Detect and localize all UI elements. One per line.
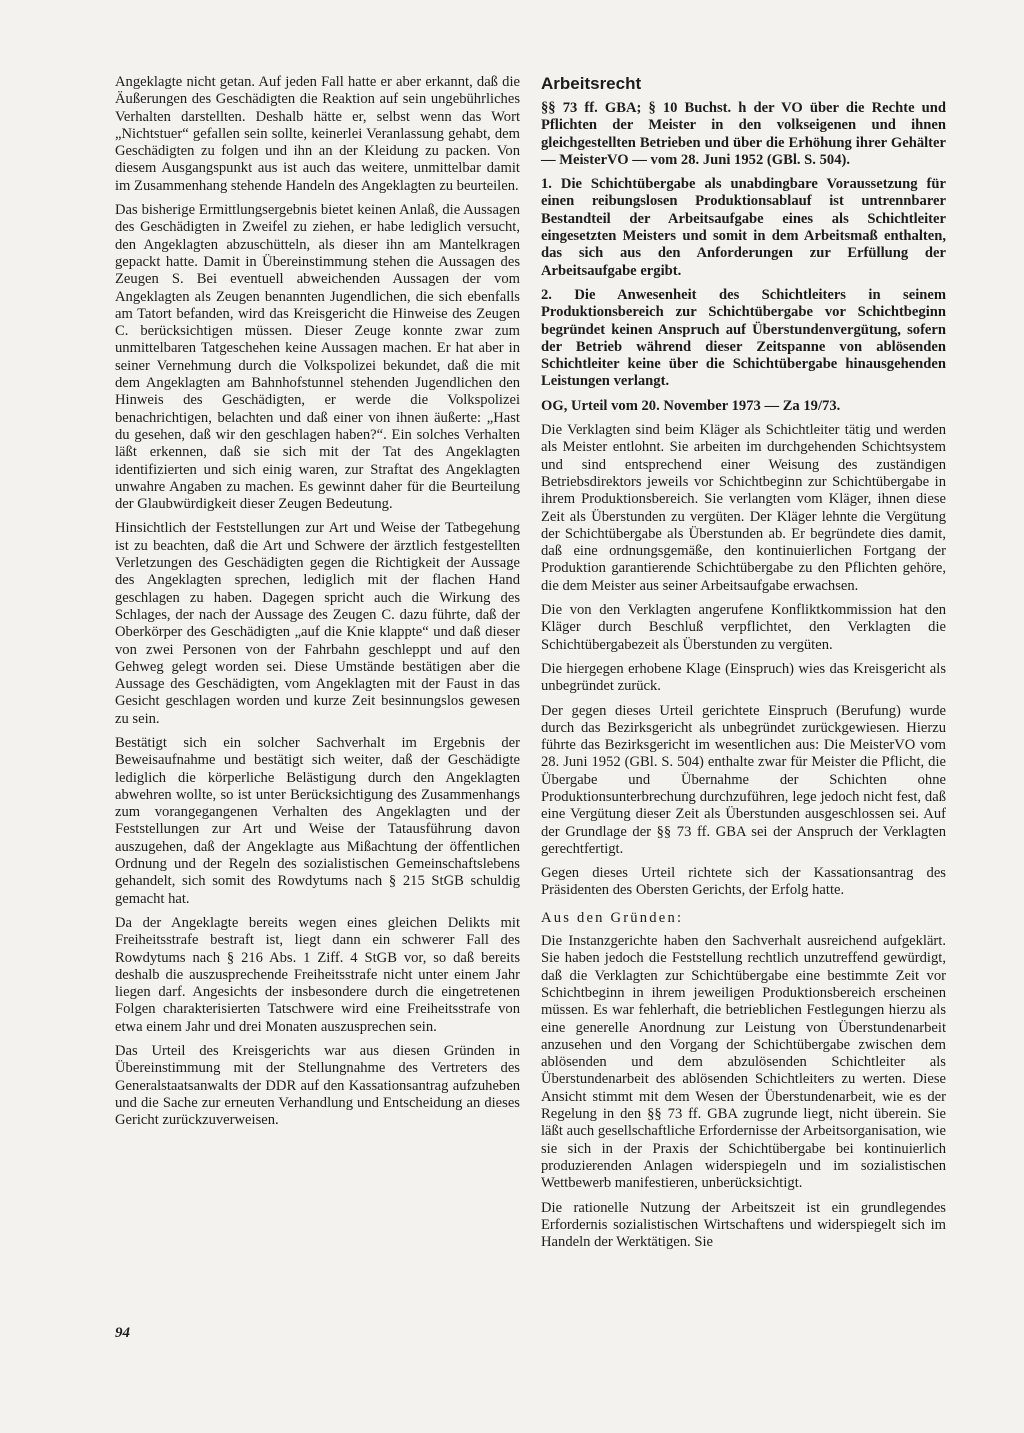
paragraph: Hinsichtlich der Feststellungen zur Art und Weise der Tatbegehung ist zu beachten, daß die Art und Schwere der ärztlich festgestellten Verletzungen des Geschädigten gegen die Richtigkeit der Aussage des Angeklagten sprechen, lediglich mit der flachen Hand geschlagen zu haben. Dagegen spricht auch die Wirkung des Schlages, der nach der Aussage des Zeugen C. dazu führte, daß der Oberkörper des Geschädigten „auf die Knie klappte“ und daß dieser von zwei Personen von der Fahrbahn geschleppt und auf den Gehweg gelegt worden sei. Diese Umstände bestätigen aber die Aussage des Geschädigten, vom Angeklagten mit der Faust in das Gesicht geschlagen worden und kurze Zeit besinnungslos gewesen zu sein. xyxy=(115,520,520,727)
paragraph: Bestätigt sich ein solcher Sachverhalt im Ergebnis der Beweisaufnahme und bestätigt sich weiter, daß der Geschädigte lediglich die körperliche Belästigung durch den Angeklagten abwehren wollte, so ist unter Berücksichtigung des Zusammenhangs zum vorangegangenen Verhalten des Angeklagten und der Feststellungen zur Art und Weise der Tatausführung davon auszugehen, daß der Angeklagte aus Mißachtung der öffentlichen Ordnung und der Regeln des sozialistischen Gemeinschaftslebens gehandelt, sich somit des Rowdytums nach § 215 StGB schuldig gemacht hat. xyxy=(115,734,520,907)
right-column xyxy=(541,74,946,1258)
paragraph: Angeklagte nicht getan. Auf jeden Fall hatte er aber erkannt, daß die Äußerungen des Geschädigten die Reaktion auf sein ungebührliches Verhalten darstellten. Deshalb hätte er, selbst wenn das Wort „Nichtstuer“ gefallen sein sollte, keinerlei Veranlassung gehabt, dem Geschädigten zu folgen und ihn an der Kleidung zu packen. Von diesem Ausgangspunkt aus ist auch das weitere, unmittelbar damit im Zusammenhang stehende Handeln des Angeklagten zu beurteilen. xyxy=(115,74,520,194)
reasons-heading: Aus den Gründen: xyxy=(541,909,684,926)
paragraph: Die hiergegen erhobene Klage (Einspruch) wies das Kreisgericht als unbegründet zurück. xyxy=(541,660,946,695)
headnote: 1. Die Schichtübergabe als unabdingbare Voraussetzung für einen reibungslosen Produktionsablauf ist untrennbarer Bestandteil der Arbeitsaufgabe eines als Schichtleiter eingesetzten Meisters und somit in dem Arbeitsmaß enthalten, das sich aus den Anforderungen zur Erfüllung der Arbeitsaufgabe ergibt. xyxy=(541,176,946,279)
paragraph: Das Urteil des Kreisgerichts war aus diesen Gründen in Übereinstimmung mit der Stellungnahme des Vertreters des Generalstaatsanwalts der DDR auf den Kassationsantrag aufzuheben und die Sache zur erneuten Verhandlung und Entscheidung an dieses Gericht zurückzuverweisen. xyxy=(115,1043,520,1129)
paragraph: Der gegen dieses Urteil gerichtete Einspruch (Berufung) wurde durch das Bezirksgericht als unbegründet zurückgewiesen. Hierzu führte das Bezirksgericht im wesentlichen aus: Die MeisterVO vom 28. Juni 1952 (GBl. S. 504) enthalte zwar für Meister die Pflicht, die Übergabe und Übernahme der Schichten ohne Produktionsunterbrechung durchzuführen, lege jedoch nicht fest, daß eine Vergütung dieser Zeit als Überstunden ausgeschlossen sei. Auf der Grundlage der §§ 73 ff. GBA sei der Anspruch der Verklagten gerechtfertigt. xyxy=(541,702,946,857)
paragraph: Die Verklagten sind beim Kläger als Schichtleiter tätig und werden als Meister entlohnt. Sie arbeiten im durchgehenden Schichtsystem und sind entsprechend einer Weisung des zuständigen Betriebsdirektors jeweils vor Schichtbeginn zur Schichtübergabe in ihrem Produktionsbereich. Sie verlangten vom Kläger, ihnen diese Zeit als Überstunden zu vergüten. Der Kläger lehnte die Vergütung der Schichtübergabe als Überstunden ab. Er begründete dies damit, daß eine ordnungsgemäße, den kontinuierlichen Fortgang der Produktion garantierende Schichtübergabe zu den Pflichten gehöre, die dem Meister aus seiner Arbeitsaufgabe erwachsen. xyxy=(541,422,946,594)
section-title: Arbeitsrecht xyxy=(541,74,642,93)
judgment-line: OG, Urteil vom 20. November 1973 — Za 19/73. xyxy=(541,397,841,414)
paragraph: Gegen dieses Urteil richtete sich der Kassationsantrag des Präsidenten des Obersten Gerichts, der Erfolg hatte. xyxy=(541,865,946,899)
paragraph: Die von den Verklagten angerufene Konfliktkommission hat den Kläger durch Beschluß verpflichtet, den Verklagten die Schichtübergabezeit als Überstunden zu vergüten. xyxy=(541,602,946,653)
page-number: 94 xyxy=(115,1325,130,1341)
paragraph: Da der Angeklagte bereits wegen eines gleichen Delikts mit Freiheitsstrafe bestraft ist, liegt dann ein schwerer Fall des Rowdytums nach § 216 Abs. 1 Ziff. 4 StGB vor, so daß bereits deshalb die auszusprechende Freiheitsstrafe nicht unter einem Jahr liegen darf. Angesichts der insbesondere durch die eingetretenen Folgen charakterisierten Tatschwere wird eine Freiheitsstrafe von etwa einem Jahr und drei Monaten auszusprechen sein. xyxy=(115,914,520,1035)
paragraph: Die Instanzgerichte haben den Sachverhalt ausreichend aufgeklärt. Sie haben jedoch die Feststellung rechtlich unzutreffend gewürdigt, daß die Verklagten zur Schichtübergabe eine bestimmte Zeit vor Schichtbeginn in ihrem jeweiligen Produktionsbereich erscheinen müssen. Es war fehlerhaft, die betrieblichen Festlegungen hierzu als eine generelle Anordnung zur Leistung von Überstundenarbeit anzusehen und den Vorgang der Schichtübergabe zwischen dem ablösenden und dem abzulösenden Schichtleiter als Überstundenarbeit des ablösenden Schichtleiters zu werten. Diese Ansicht stimmt mit dem Wesen der Überstundenarbeit, wie es der Regelung in den §§ 73 ff. GBA zugrunde liegt, nicht überein. Sie läßt auch gesellschaftliche Erfordernisse der Arbeitsorganisation, wie sie sich in der Praxis der Schichtübergabe bei kontinuierlich produzierenden Anlagen widerspiegeln und im sozialistischen Wettbewerb manifestieren, unberücksichtigt. xyxy=(541,933,946,1192)
paragraph: Das bisherige Ermittlungsergebnis bietet keinen Anlaß, die Aussagen des Geschädigten in Zweifel zu ziehen, er habe lediglich versucht, den Angeklagten abzuschütteln, als dieser ihn am Mantelkragen gepackt hatte. Damit in Übereinstimmung stehen die Aussagen des Zeugen S. Bei eventuell abweichenden Aussagen der vom Angeklagten als Zeugen benannten Jugendlichen, die sich ebenfalls am Tatort befanden, wird das Kreisgericht die Hinweise des Zeugen C. berücksichtigen müssen. Dieser Zeuge konnte zwar zum unmittelbaren Tatgeschehen keine Aussagen machen. Er hat aber in seiner Vernehmung durch die Volkspolizei bekundet, daß die mit dem Angeklagten am Bahnhofstunnel stehenden Jugendlichen den Hinweis des Geschädigten, er werde die Volkspolizei benachrichtigen, belachten und daß einer von ihnen äußerte: „Hast du gesehen, daß wir den geschlagen haben?“. Ein solches Verhalten läßt erkennen, daß sie sich mit der Tat des Angeklagten identifizierten und sich einig waren, zur Straftat des Angeklagten unwahre Angaben zu machen. Es gewinnt daher für die Beurteilung der Glaubwürdigkeit dieser Zeugen Bedeutung. xyxy=(115,202,520,513)
left-column xyxy=(115,74,520,1137)
headnote: 2. Die Anwesenheit des Schichtleiters in seinem Produktionsbereich zur Schichtübergabe vor Schichtbeginn begründet keinen Anspruch auf Überstundenvergütung, sofern der Betrieb während dieser Zeitspanne von ablösenden Schichtleiter keine über die Schichtübergabe hinausgehenden Leistungen verlangt. xyxy=(541,286,946,390)
paragraph: Die rationelle Nutzung der Arbeitszeit ist ein grundlegendes Erfordernis sozialistischen Wirtschaftens und widerspiegelt sich im Handeln der Werktätigen. Sie xyxy=(541,1199,946,1251)
legal-reference: §§ 73 ff. GBA; § 10 Buchst. h der VO über die Rechte und Pflichten der Meister in den volkseigenen und ihnen gleichgestellten Betrieben und über die Erhöhung ihrer Gehälter — MeisterVO — vom 28. Juni 1952 (GBl. S. 504). xyxy=(541,100,946,168)
